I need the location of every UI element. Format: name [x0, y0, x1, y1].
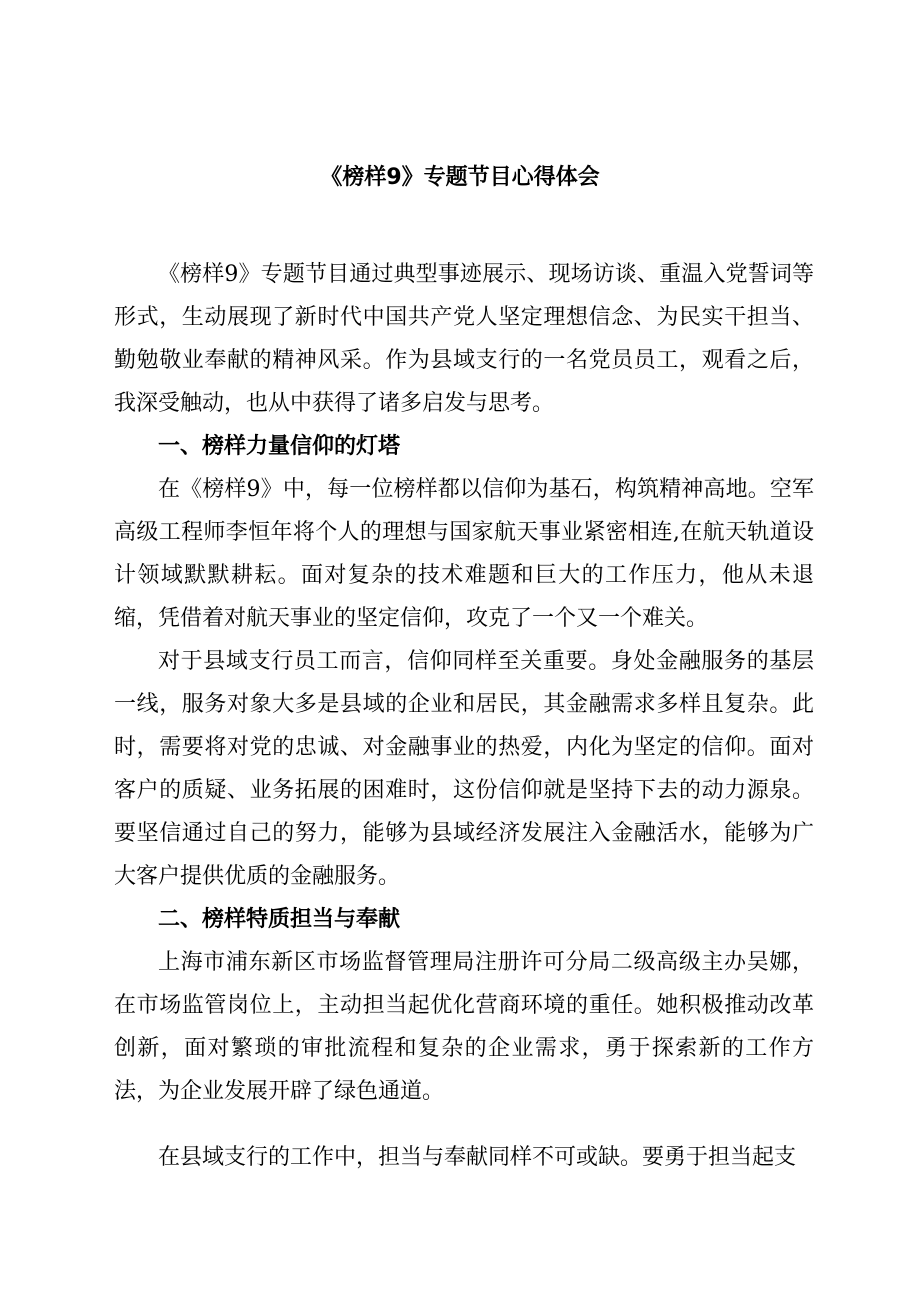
section-2-heading: 二、榜样特质担当与奉献 — [158, 907, 401, 932]
section-1-paragraph-1: 在《榜样9》中，每一位榜样都以信仰为基石，构筑精神高地。空军高级工程师李恒年将个人的理想与国家航天事业紧密相连,在航天轨道设计领域默默耕耘。面对复杂的技术难题和巨大的工作压力，他从未退缩，凭借着对航天事业的坚定信仰，攻克了一个又一个难关。 — [114, 477, 814, 631]
section-2-paragraph-2: 在县域支行的工作中，担当与奉献同样不可或缺。要勇于担当起支 — [158, 1145, 797, 1170]
document-title: 《榜样9》专题节目心得体会 — [320, 165, 600, 190]
section-2-paragraph-1: 上海市浦东新区市场监督管理局注册许可分局二级高级主办吴娜，在市场监管岗位上，主动担当起优化营商环境的重任。她积极推动改革创新，面对繁琐的审批流程和复杂的企业需求，勇于探索新的工作方法，为企业发展开辟了绿色通道。 — [114, 950, 814, 1104]
intro-paragraph: 《榜样9》专题节目通过典型事迹展示、现场访谈、重温入党誓词等形式，生动展现了新时代中国共产党人坚定理想信念、为民实干担当、勤勉敬业奉献的精神风采。作为县域支行的一名党员员工，观看之后，我深受触动，也从中获得了诸多启发与思考。 — [114, 262, 814, 416]
section-1-heading: 一、榜样力量信仰的灯塔 — [158, 434, 401, 459]
section-1-paragraph-2: 对于县域支行员工而言，信仰同样至关重要。身处金融服务的基层一线，服务对象大多是县域的企业和居民，其金融需求多样且复杂。此时，需要将对党的忠诚、对金融事业的热爱，内化为坚定的信仰。面对客户的质疑、业务拓展的困难时，这份信仰就是坚持下去的动力源泉。要坚信通过自己的努力，能够为县域经济发展注入金融活水，能够为广大客户提供优质的金融服务。 — [114, 649, 814, 889]
